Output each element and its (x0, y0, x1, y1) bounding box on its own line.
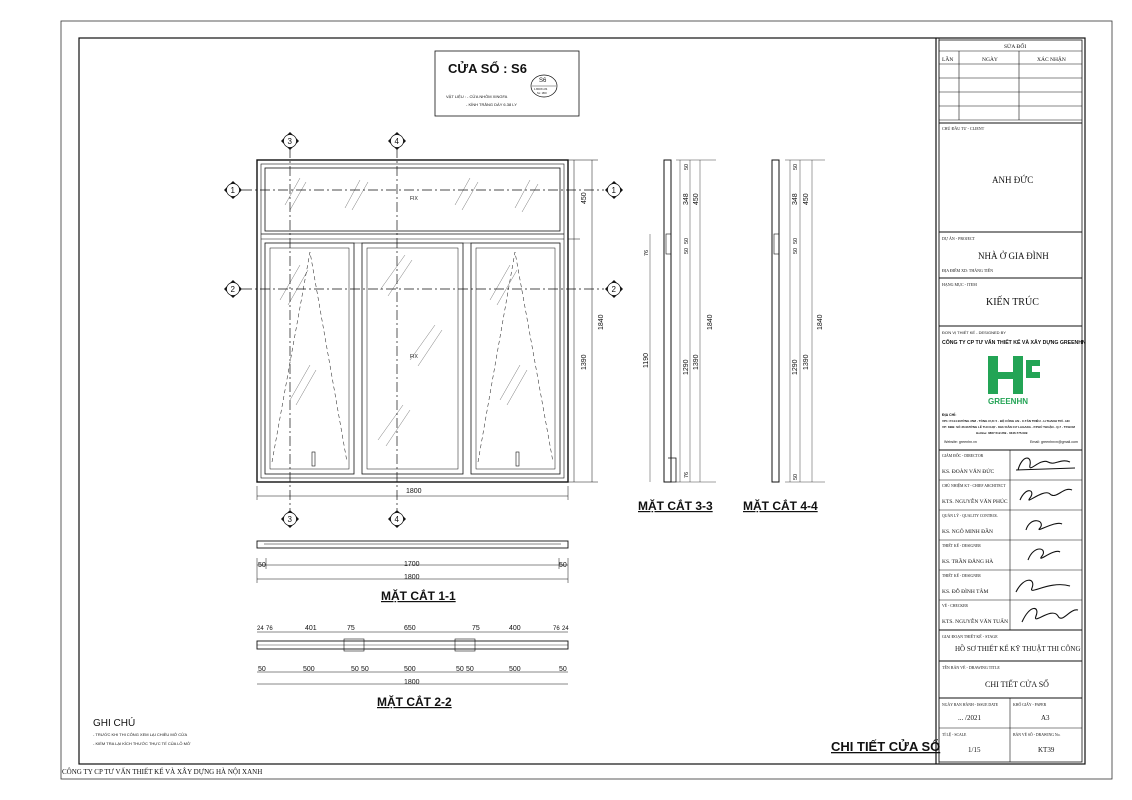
s33-dim-left-b: 1190 (643, 352, 650, 368)
sig-role-2: QUẢN LÝ - QUALITY CONTROL (942, 514, 998, 518)
axis-3-bottom: 3 (287, 515, 292, 524)
window-elevation (242, 148, 604, 510)
s22-top-8: 24 (562, 626, 569, 632)
s11-dim-right: 50 (559, 562, 567, 569)
s22-top-4: 650 (404, 625, 416, 632)
notes-title: GHI CHÚ (93, 718, 136, 729)
sig-name-4: KS. ĐỖ ĐÌNH TÂM (942, 589, 989, 595)
symbol-sub1: 1.800X1.84 (534, 88, 548, 91)
section-1-1-title: MẶT CẮT 1-1 (381, 589, 456, 603)
s44-dim-e: 1290 (792, 359, 799, 375)
discipline-label: HẠNG MỤC - ITEM (942, 282, 977, 287)
s33-dim-h: 1390 (693, 354, 700, 370)
s22-bot-2: 50 (351, 666, 359, 673)
revision-col-ngay: NGÀY (982, 57, 998, 63)
s22-bot-8: 50 (559, 666, 567, 673)
s11-dim-total: 1800 (404, 574, 420, 581)
s22-top-0: 24 (257, 626, 264, 632)
axis-markers (224, 132, 623, 528)
s22-top-dims (257, 625, 569, 632)
s33-dim-total: 1840 (707, 314, 714, 330)
s44-dim-g: 450 (803, 193, 810, 205)
section-2-2-title: MẶT CẮT 2-2 (377, 695, 452, 709)
s33-dim-d: 50 (684, 247, 690, 254)
footer-company: CÔNG TY CP TƯ VẤN THIẾT KẾ VÀ XÂY DỰNG HÀ NỘI XANH (62, 768, 263, 776)
s22-dim-total: 1800 (404, 679, 420, 686)
sig-name-0: KS. ĐOÀN VĂN ĐỨC (942, 469, 995, 475)
stage-name: HỒ SƠ THIẾT KẾ KỸ THUẬT THI CÔNG (955, 645, 1081, 653)
dim-bottom: 1390 (581, 354, 588, 370)
owner-name: ANH ĐỨC (992, 175, 1034, 185)
s33-dim-g: 450 (693, 193, 700, 205)
s22-top-1: 76 (266, 626, 273, 632)
sig-name-1: KTS. NGUYỄN VĂN PHÚC (942, 499, 1008, 505)
s22-bot-5: 50 (456, 666, 464, 673)
scale-label: TỈ LỆ - SCALE (942, 733, 967, 737)
s22-bot-0: 50 (258, 666, 266, 673)
sig-role-1: CHỦ NHIỆM KT - CHIEF ARCHITECT (942, 484, 1006, 488)
project-name: NHÀ Ở GIA ĐÌNH (978, 251, 1049, 261)
dim-total: 1840 (598, 314, 605, 330)
company-name: CÔNG TY CP TƯ VẤN THIẾT KẾ VÀ XÂY DỰNG GREENHN (942, 340, 1086, 346)
s22-bot-1: 500 (303, 666, 315, 673)
s22-top-3: 75 (347, 625, 355, 632)
s33-dim-left-a: 76 (644, 249, 650, 256)
address-line-2: VP: KĐB: SỐ 36 ĐƯỜNG LÊ THI CHỢ - KHU DÂN CƯ LAGADA - P.PHÚ THUẬN - Q.7 - TP.HCM (942, 425, 1075, 429)
hotline: Hotline: 0867.512.269 - 0346.775.099 (976, 431, 1028, 435)
glass-label: - KÍNH TRẮNG DÀY 6.38 LY (466, 102, 517, 107)
s44-dim-d: 50 (793, 247, 799, 254)
axis-2-right: 2 (611, 285, 616, 294)
revision-col-lan: LẦN (942, 57, 954, 63)
overall-width: 1800 (406, 488, 422, 495)
s22-top-6: 400 (509, 625, 521, 632)
project-location: ĐỊA ĐIỂM XD: THĂNG TIẾN (942, 268, 993, 273)
axis-1-left: 1 (230, 186, 235, 195)
issue-date: ... /2021 (958, 714, 981, 722)
owner-label: CHỦ ĐẦU TƯ - CLIENT (942, 126, 985, 131)
revision-col-xacnhan: XÁC NHẬN (1037, 57, 1066, 63)
inner-border (79, 38, 1085, 764)
discipline-name: KIẾN TRÚC (986, 297, 1039, 308)
s22-bot-4: 500 (404, 666, 416, 673)
scale-value: 1/15 (968, 746, 981, 754)
paper-size: A3 (1041, 714, 1050, 722)
s44-dim-total: 1840 (817, 314, 824, 330)
s44-dim-b: 348 (792, 193, 799, 205)
sig-role-5: VẼ - CHECKER (942, 604, 968, 608)
axis-4-bottom: 4 (394, 515, 399, 524)
s33-dim-f: 76 (684, 471, 690, 478)
material-label: VẬT LIỆU : - CỬA NHÔM XINGFA (446, 94, 508, 99)
dim-top: 450 (581, 192, 588, 204)
sig-name-5: KTS. NGUYỄN VĂN TUẤN (942, 619, 1009, 625)
address-line-1: VP1: P.114 ĐƯỜNG 35M - TỔNG CỤC 5 - BỘ CÔNG AN - X.TÂN TRIỀU - H.THANH TRÌ - HN (942, 419, 1070, 423)
address-label: ĐỊA CHỈ: (942, 413, 957, 417)
s11-dim-mid: 1700 (404, 561, 420, 568)
axis-4-top: 4 (394, 137, 399, 146)
s33-dim-b: 348 (683, 193, 690, 205)
s22-bot-7: 500 (509, 666, 521, 673)
greenhn-logo (988, 356, 1040, 406)
section-3-3-title: MẶT CẮT 3-3 (638, 499, 713, 513)
title-block (939, 51, 1082, 762)
s44-dim-h: 1390 (803, 354, 810, 370)
sheet-no: KT39 (1038, 746, 1055, 754)
symbol-sub2: SL: 1BO (537, 92, 547, 95)
axis-1-right: 1 (611, 186, 616, 195)
s22-bot-6: 50 (466, 666, 474, 673)
s22-top-5: 75 (472, 625, 480, 632)
window-title: CỬA SỔ : S6 (448, 61, 527, 76)
fix-label-top: FIX (410, 196, 418, 202)
date-label: NGÀY BAN HÀNH - ISSUE DATE (942, 703, 999, 707)
s22-top-7: 76 (553, 626, 560, 632)
revision-header: SỬA ĐỔI (1004, 44, 1027, 50)
note-line-2: - KIỂM TRA LẠI KÍCH THƯỚC THỰC TẾ CỦA LỖ MỞ (93, 741, 191, 746)
s22-top-2: 401 (305, 625, 317, 632)
note-line-1: - TRƯỚC KHI THI CÔNG XEM LẠI CHIỀU MỞ CỬA (93, 732, 188, 737)
s33-dim-a: 50 (684, 163, 690, 170)
stage-label: GIAI ĐOẠN THIẾT KẾ - STAGE (942, 634, 998, 639)
paper-label: KHỔ GIẤY - PAPER (1013, 703, 1047, 707)
signature-rows (942, 453, 1008, 625)
drawing-label: TÊN BẢN VẼ - DRAWING TITLE (942, 665, 1000, 670)
project-label: DỰ ÁN - PROJECT (942, 236, 975, 241)
section-2-2 (257, 632, 568, 684)
company-label: ĐƠN VỊ THIẾT KẾ - DESIGNED BY (942, 330, 1006, 335)
title-box (435, 51, 579, 116)
s22-bottom-dims (258, 666, 567, 686)
website: Website: greenhn.vn (944, 440, 977, 444)
email: Email: greenhnvn@gmail.com (1030, 440, 1078, 444)
sig-name-3: KS. TRẦN ĐĂNG HÀ (942, 559, 994, 565)
s33-dim-e: 1290 (683, 359, 690, 375)
logo-text: GREENHN (988, 397, 1029, 406)
sig-role-0: GIÁM ĐỐC - DIRECTOR (942, 454, 984, 458)
s44-dim-c: 50 (793, 237, 799, 244)
s22-bot-3: 50 (361, 666, 369, 673)
s44-dim-f: 50 (793, 473, 799, 480)
section-4-4-title: MẶT CẮT 4-4 (743, 499, 818, 513)
axis-2-left: 2 (230, 285, 235, 294)
drawing-name: CHI TIẾT CỬA SỔ (985, 680, 1049, 689)
sheet-title: CHI TIẾT CỬA SỔ (831, 739, 941, 754)
sheet-no-label: BẢN VẼ SỐ - DRAWING No. (1013, 733, 1061, 737)
sig-role-3: THIẾT KẾ - DESIGNER (942, 544, 981, 548)
s11-dim-left: 50 (258, 562, 266, 569)
sig-name-2: KS. NGÔ MINH ĐẦN (942, 529, 994, 535)
s33-dim-c: 50 (684, 237, 690, 244)
s44-dim-a: 50 (793, 163, 799, 170)
symbol-code: S6 (539, 78, 547, 84)
sig-role-4: THIẾT KẾ - DESIGNER (942, 574, 981, 578)
fix-label-mid: FIX (410, 354, 418, 360)
axis-3-top: 3 (287, 137, 292, 146)
